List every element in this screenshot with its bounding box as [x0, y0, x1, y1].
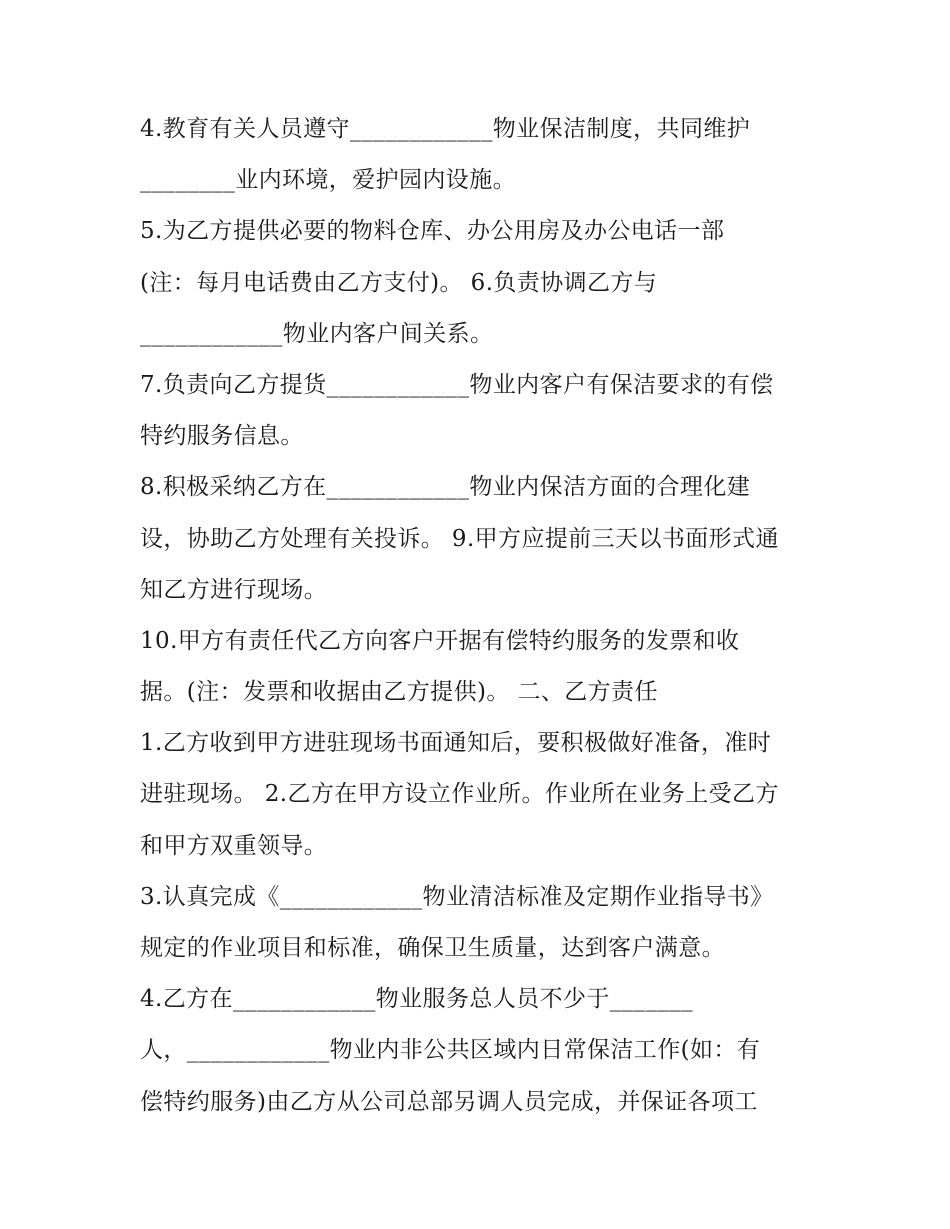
text-line: 1.乙方收到甲方进驻现场书面通知后，要积极做好准备，准时 — [140, 730, 772, 757]
text-line: 4.乙方在____________物业服务总人员不少于_______ — [140, 986, 694, 1013]
text-line: 特约服务信息。 — [140, 423, 304, 450]
text-line: 8.积极采纳乙方在____________物业内保洁方面的合理化建 — [140, 474, 751, 501]
text-line: 知乙方进行现场。 — [140, 576, 328, 603]
text-line: 进驻现场。 2.乙方在甲方设立作业所。作业所在业务上受乙方 — [140, 781, 779, 808]
text-line: 7.负责向乙方提货____________物业内客户有保洁要求的有偿 — [140, 371, 774, 398]
document-body — [140, 104, 840, 1128]
text-line: 4.教育有关人员遵守____________物业保洁制度，共同维护 — [140, 116, 751, 142]
text-line: 设，协助乙方处理有关投诉。 9.甲方应提前三天以书面形式通 — [140, 525, 779, 552]
text-line: (注：每月电话费由乙方支付)。 6.负责协调乙方与 — [140, 269, 658, 296]
text-line: 偿特约服务)由乙方从公司总部另调人员完成，并保证各项工 — [140, 1088, 758, 1115]
text-line: 10.甲方有责任代乙方向客户开据有偿特约服务的发票和收 — [140, 627, 740, 654]
text-line: ________业内环境，爱护园内设施。 — [140, 167, 516, 194]
text-line: 3.认真完成《____________物业清洁标准及定期作业指导书》 — [140, 883, 774, 910]
text-line: 人，____________物业内非公共区域内日常保洁工作(如：有 — [140, 1037, 761, 1064]
text-line: ____________物业内客户间关系。 — [140, 320, 494, 347]
text-line: 规定的作业项目和标准，确保卫生质量，达到客户满意。 — [140, 935, 725, 961]
text-line: 5.为乙方提供必要的物料仓库、办公用房及办公电话一部 — [140, 218, 725, 245]
text-line: 据。(注：发票和收据由乙方提供)。 二、乙方责任 — [140, 679, 658, 706]
text-line: 和甲方双重领导。 — [140, 832, 328, 859]
